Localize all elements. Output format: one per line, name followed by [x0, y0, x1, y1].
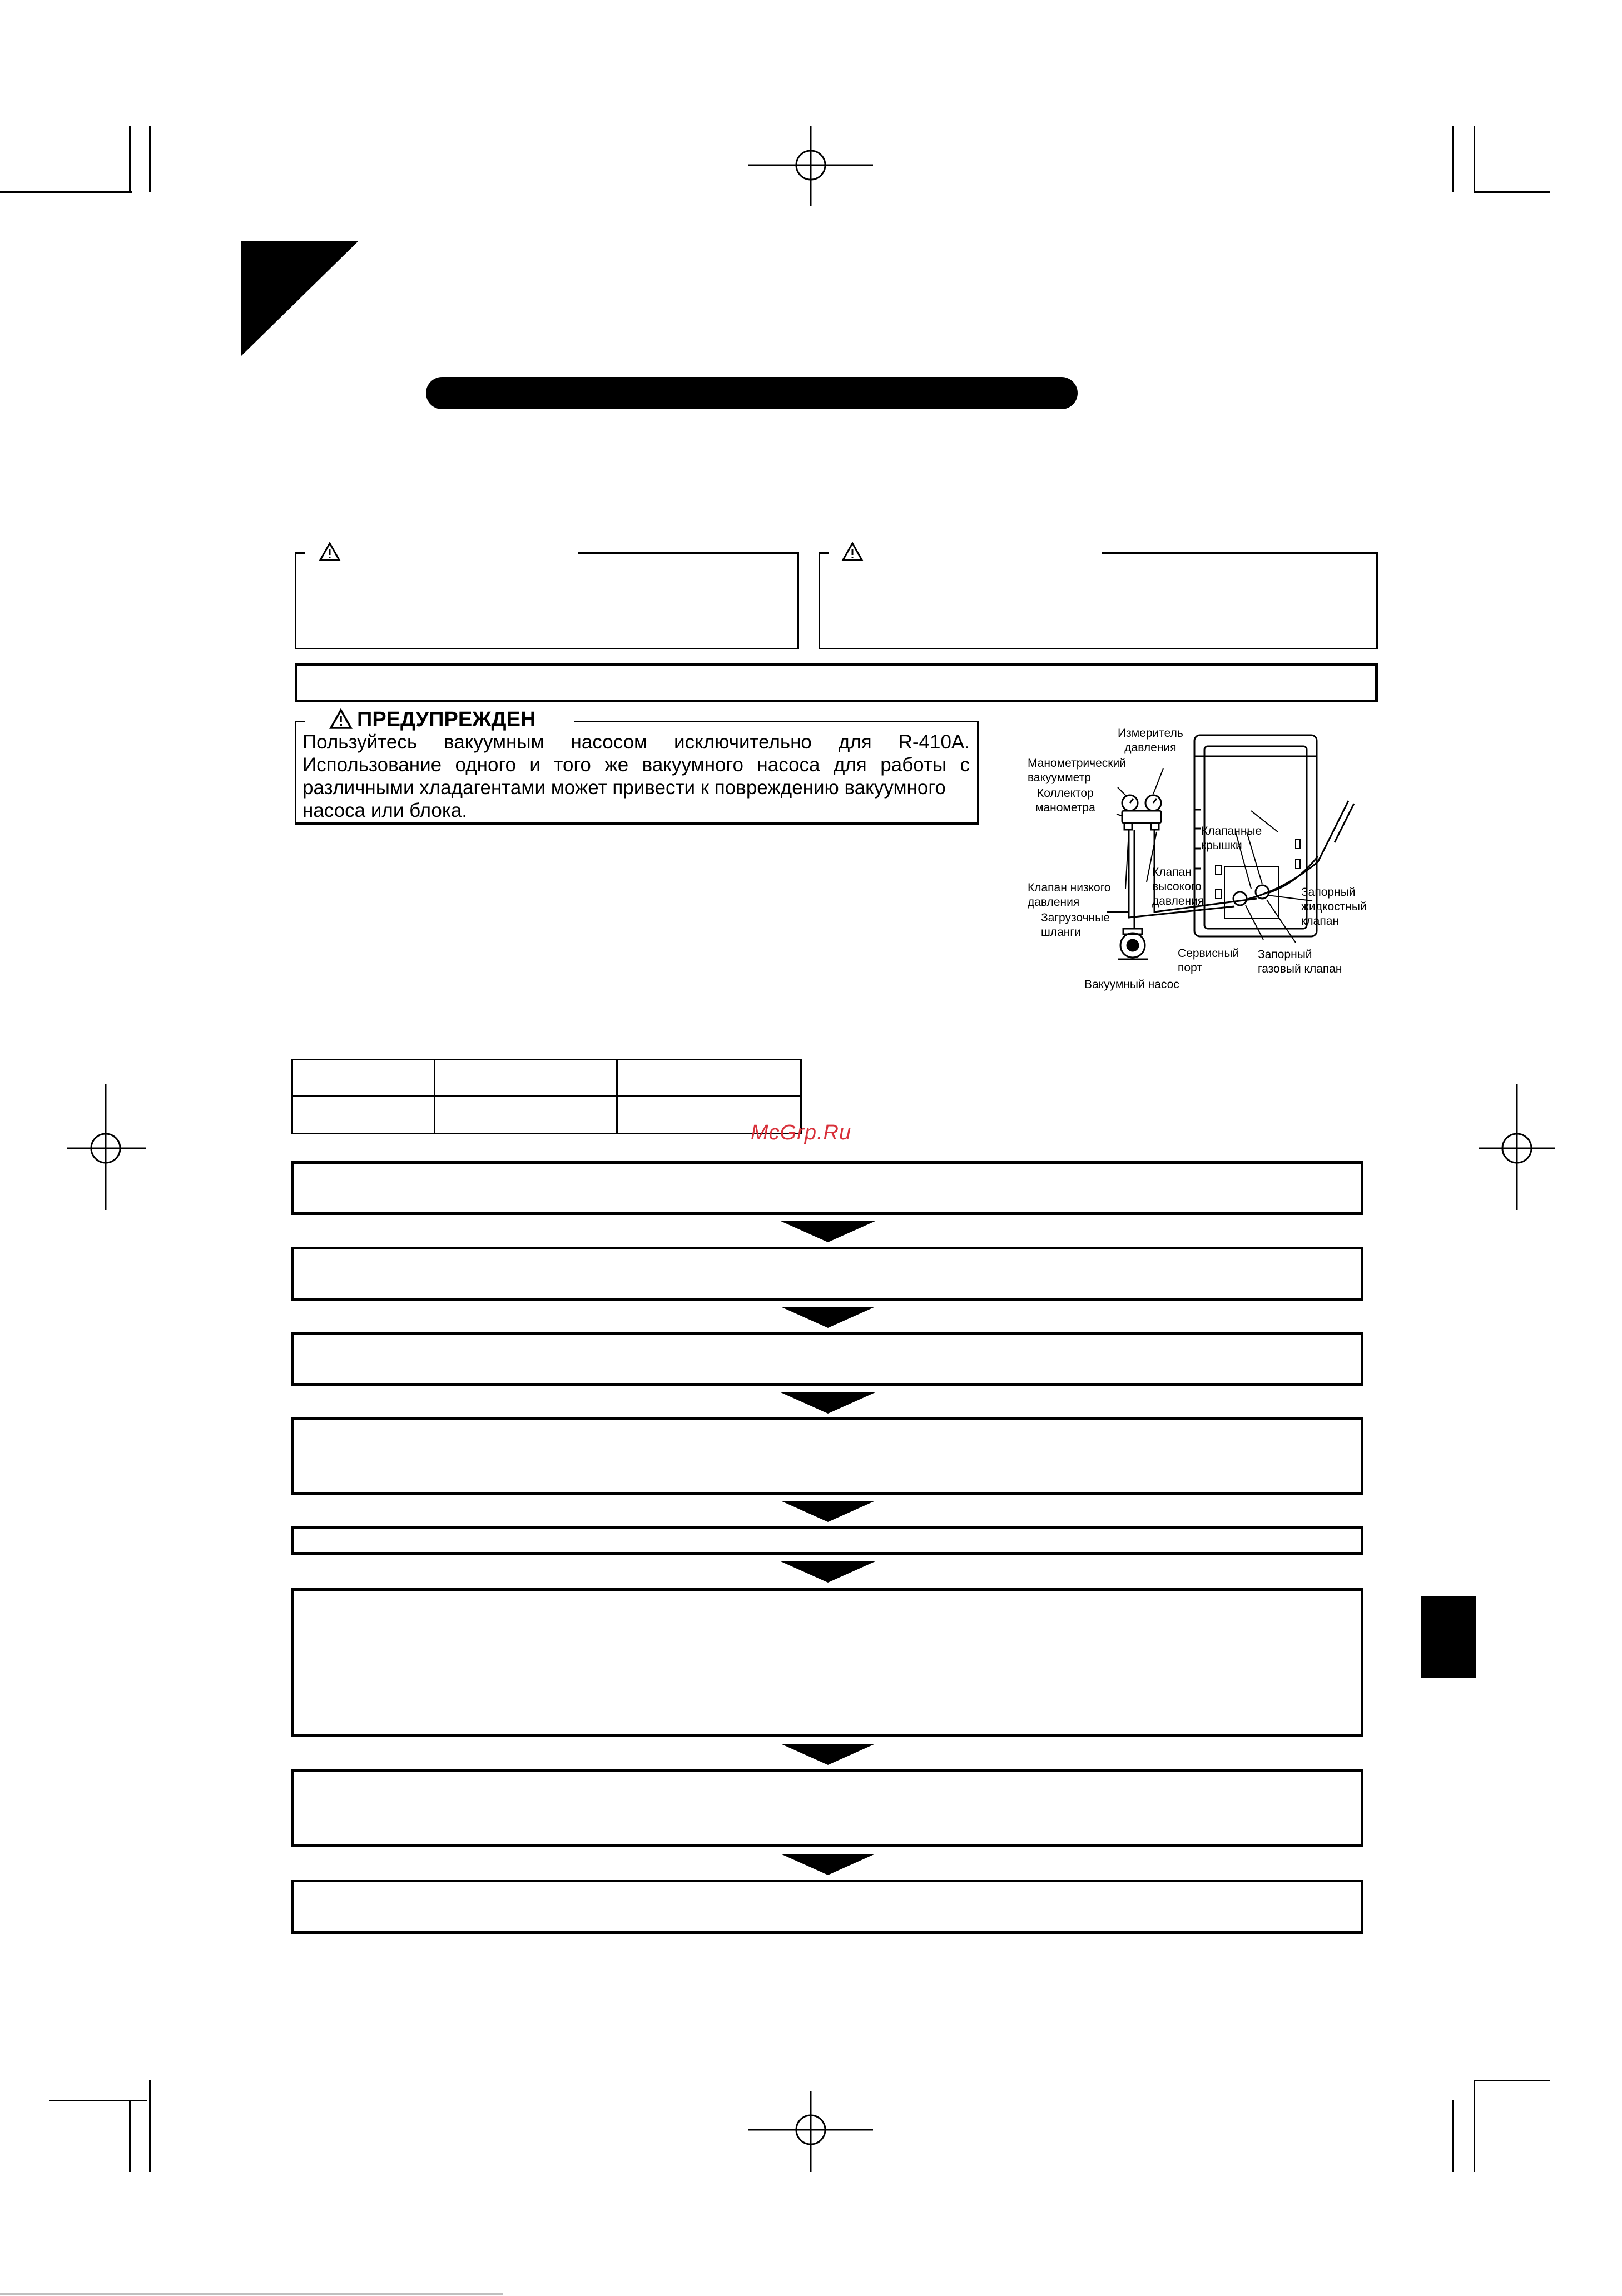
- flow-arrow-3: [781, 1392, 875, 1414]
- flow-step-2: [291, 1247, 1363, 1301]
- flow-step-8: [291, 1880, 1363, 1934]
- side-tab: [1421, 1596, 1476, 1678]
- label-low-pressure-valve: Клапан низкого давления: [1028, 881, 1111, 909]
- warning-line-2: Использование одного и того же вакуумного насоса для работы с: [302, 754, 970, 776]
- warning-icon: [329, 708, 353, 730]
- label-gas-stop-valve: Запорный газовый клапан: [1258, 948, 1342, 975]
- watermark: McGrp.Ru: [751, 1121, 852, 1144]
- flow-arrow-5: [781, 1561, 875, 1583]
- label-valve-caps: Клапанные крышки: [1201, 825, 1262, 852]
- flow-arrow-2: [781, 1307, 875, 1328]
- label-charge-hoses: Загрузочные шланги: [1041, 911, 1110, 939]
- label-gauge-manifold: Коллектор манометра: [1035, 787, 1095, 814]
- caution-icon-right: [841, 542, 864, 562]
- flow-step-1: [291, 1161, 1363, 1215]
- title-bar: [426, 377, 1078, 409]
- flow-step-6: [291, 1588, 1363, 1737]
- label-pressure-gauge: Измеритель давления: [1118, 727, 1183, 754]
- flow-step-3: [291, 1332, 1363, 1386]
- label-high-pressure-valve: Клапан высокого давления: [1152, 866, 1204, 908]
- flow-arrow-1: [781, 1221, 875, 1242]
- label-liquid-stop-valve: Запорный жидкостный клапан: [1301, 886, 1367, 928]
- flow-step-4: [291, 1417, 1363, 1495]
- flow-arrow-7: [781, 1854, 875, 1875]
- label-vacuum-gauge: Манометрический вакуумметр: [1028, 757, 1126, 784]
- warning-line-4: насоса или блока.: [302, 800, 468, 821]
- warning-line-3: различными хладагентами может привести к повреждению вакуумного: [302, 777, 946, 799]
- caution-icon-left: [319, 542, 341, 562]
- flow-step-5: [291, 1526, 1363, 1555]
- note-box: [295, 663, 1378, 702]
- flow-arrow-4: [781, 1501, 875, 1522]
- label-vacuum-pump: Вакуумный насос: [1084, 978, 1179, 991]
- flow-step-7: [291, 1769, 1363, 1847]
- flow-arrow-6: [781, 1744, 875, 1765]
- warning-line-1: Пользуйтесь вакуумным насосом исключительно для R-410A.: [302, 731, 970, 753]
- label-service-port: Сервисный порт: [1178, 947, 1239, 974]
- corner-triangle: [241, 241, 358, 356]
- warning-title: ПРЕДУПРЕЖДЕН: [357, 708, 536, 731]
